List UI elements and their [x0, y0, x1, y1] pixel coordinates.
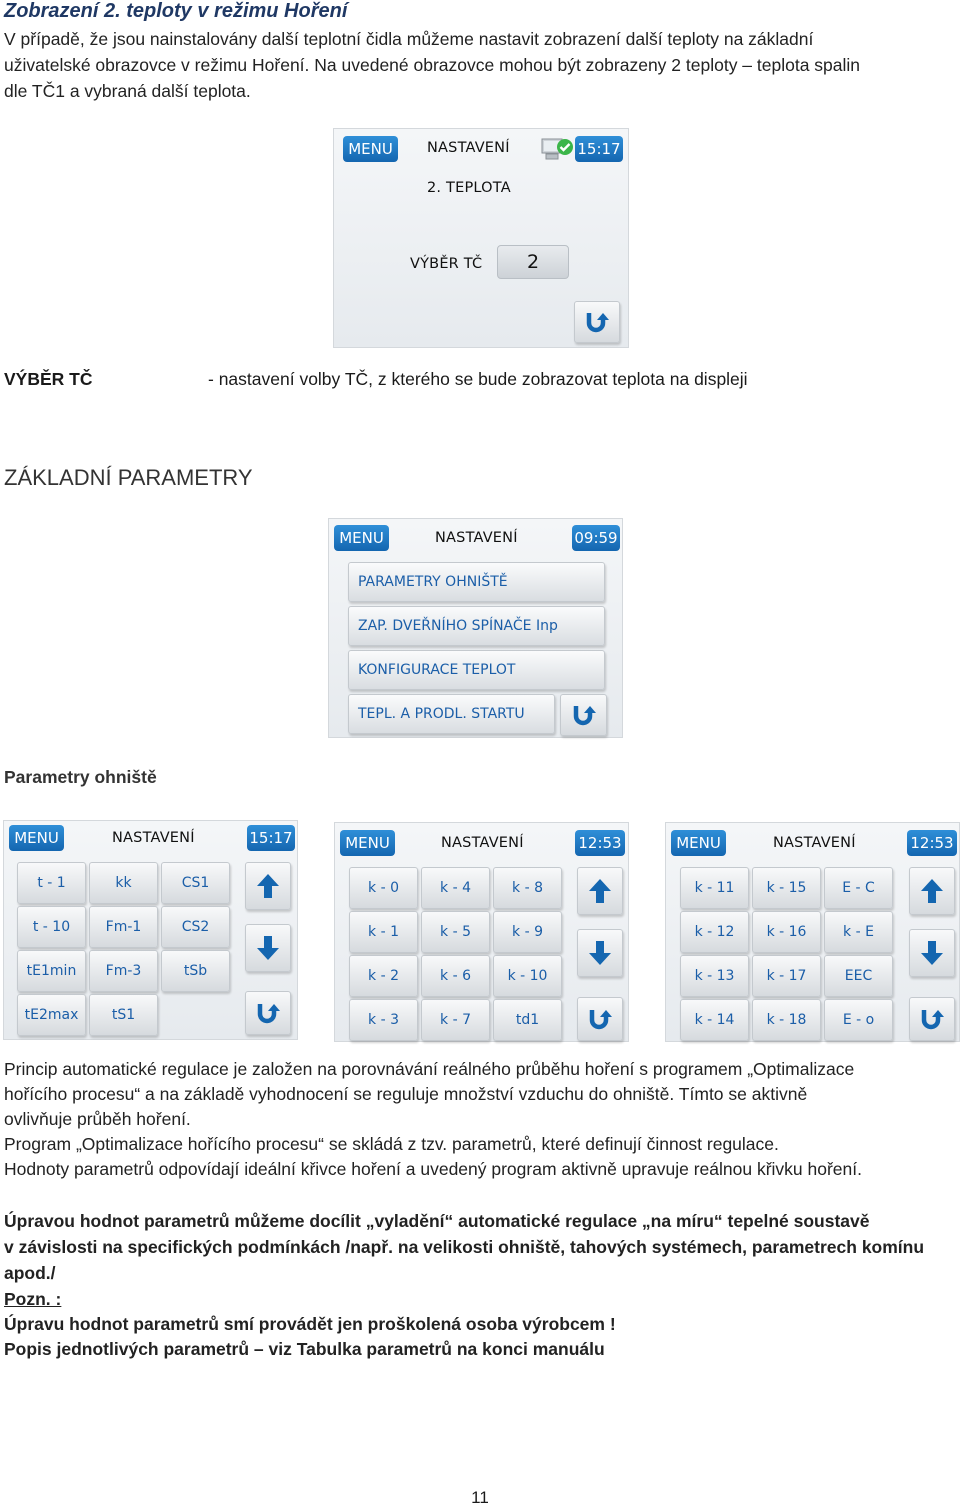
param-key[interactable]: Fm-1: [89, 906, 158, 948]
param-key[interactable]: k - 3: [349, 999, 418, 1041]
note-line-1: Úpravu hodnot parametrů smí provádět jen proškolená osoba výrobcem !: [4, 1314, 616, 1334]
param-key[interactable]: E - o: [824, 999, 893, 1041]
param-key[interactable]: k - 2: [349, 955, 418, 997]
screen-parameters-3: [665, 822, 960, 1042]
param-key[interactable]: k - 15: [752, 867, 821, 909]
param-key[interactable]: tE1min: [17, 950, 86, 992]
param-key[interactable]: k - 18: [752, 999, 821, 1041]
param-name: VÝBĚR TČ: [4, 369, 93, 389]
param-key[interactable]: k - 14: [680, 999, 749, 1041]
screen-subtitle: 2. TEPLOTA: [427, 180, 511, 196]
menu-button[interactable]: MENU: [671, 830, 726, 856]
param-key[interactable]: CS2: [161, 906, 230, 948]
param-key[interactable]: td1: [493, 999, 562, 1041]
screen-title: NASTAVENÍ: [441, 835, 524, 851]
param-key[interactable]: k - 17: [752, 955, 821, 997]
param-key[interactable]: k - E: [824, 911, 893, 953]
param-key[interactable]: CS1: [161, 862, 230, 904]
param-key[interactable]: t - 1: [17, 862, 86, 904]
return-icon: [588, 1006, 612, 1032]
return-icon: [920, 1006, 944, 1032]
section-title: ZÁKLADNÍ PARAMETRY: [4, 465, 253, 490]
body-line-2: hořícího procesu“ a na základě vyhodnocení se reguluje množství vzduchu do ohniště. Tímto se aktivně: [4, 1084, 808, 1104]
clock-display: 15:17: [247, 825, 295, 851]
param-key[interactable]: k - 12: [680, 911, 749, 953]
clock-display: 15:17: [575, 136, 623, 162]
page-heading: Zobrazení 2. teploty v režimu Hoření: [4, 0, 348, 22]
bold-line-2: v závislosti na specifických podmínkách /např. na velikosti ohniště, tahových systémech, parametrech komínu: [4, 1237, 925, 1257]
intro-line-1: V případě, že jsou nainstalovány další teplotní čidla můžeme nastavit zobrazení další teploty na základní: [4, 29, 814, 49]
arrow-down-icon: [588, 939, 612, 967]
arrow-up-icon: [588, 877, 612, 905]
screen-parameters-2: [334, 822, 629, 1042]
return-button[interactable]: [577, 997, 623, 1041]
screen-settings-menu: [328, 518, 623, 738]
param-key[interactable]: E - C: [824, 867, 893, 909]
scroll-up-button[interactable]: [577, 867, 623, 915]
scroll-up-button[interactable]: [245, 862, 291, 910]
screen-second-temperature: [333, 128, 629, 348]
screen-title: NASTAVENÍ: [427, 140, 510, 156]
scroll-up-button[interactable]: [909, 867, 955, 915]
clock-display: 12:53: [575, 830, 625, 856]
arrow-down-icon: [920, 939, 944, 967]
intro-line-3: dle TČ1 a vybraná další teplota.: [4, 81, 251, 101]
body-line-5: Hodnoty parametrů odpovídají ideální křivce hoření a uvedený program aktivně upravuje reálnou křivku hoření.: [4, 1159, 862, 1179]
menu-button[interactable]: MENU: [334, 525, 389, 551]
pc-check-icon: [540, 135, 576, 167]
field-label: VÝBĚR TČ: [410, 256, 483, 272]
param-key[interactable]: k - 5: [421, 911, 490, 953]
note-line-2: Popis jednotlivých parametrů – viz Tabulka parametrů na konci manuálu: [4, 1339, 605, 1359]
param-key[interactable]: k - 7: [421, 999, 490, 1041]
param-key[interactable]: k - 8: [493, 867, 562, 909]
screen-title: NASTAVENÍ: [435, 530, 518, 546]
screen-title: NASTAVENÍ: [112, 830, 195, 846]
return-icon: [256, 1000, 280, 1026]
menu-button[interactable]: MENU: [340, 830, 395, 856]
arrow-up-icon: [256, 872, 280, 900]
scroll-down-button[interactable]: [909, 929, 955, 977]
return-button[interactable]: [909, 997, 955, 1041]
param-key[interactable]: k - 0: [349, 867, 418, 909]
param-key[interactable]: EEC: [824, 955, 893, 997]
param-key[interactable]: k - 9: [493, 911, 562, 953]
bold-line-1: Úpravou hodnot parametrů můžeme docílit „vyladění“ automatické regulace „na míru“ tepelné soustavě: [4, 1211, 870, 1231]
return-button[interactable]: [560, 694, 607, 736]
arrow-up-icon: [920, 877, 944, 905]
menu-button[interactable]: MENU: [343, 136, 398, 162]
param-key[interactable]: k - 13: [680, 955, 749, 997]
menu-button[interactable]: MENU: [9, 825, 64, 851]
menu-item-konfigurace-teplot[interactable]: KONFIGURACE TEPLOT: [348, 650, 605, 690]
menu-item-parametry-ohniste[interactable]: PARAMETRY OHNIŠTĚ: [348, 562, 605, 602]
body-line-3: ovlivňuje průběh hoření.: [4, 1109, 191, 1129]
param-key[interactable]: tS1: [89, 994, 158, 1036]
screen-title: NASTAVENÍ: [773, 835, 856, 851]
subsection-title: Parametry ohniště: [4, 767, 157, 787]
param-description: - nastavení volby TČ, z kterého se bude zobrazovat teplota na displeji: [208, 369, 748, 389]
param-key[interactable]: k - 16: [752, 911, 821, 953]
param-key[interactable]: k - 10: [493, 955, 562, 997]
param-key[interactable]: k - 11: [680, 867, 749, 909]
return-icon: [585, 309, 609, 335]
return-icon: [572, 702, 596, 728]
sensor-select-field[interactable]: 2: [497, 245, 569, 279]
param-key[interactable]: k - 1: [349, 911, 418, 953]
param-key[interactable]: t - 10: [17, 906, 86, 948]
return-button[interactable]: [574, 301, 620, 343]
param-key[interactable]: Fm-3: [89, 950, 158, 992]
return-button[interactable]: [245, 991, 291, 1035]
arrow-down-icon: [256, 934, 280, 962]
clock-display: 09:59: [572, 525, 620, 551]
param-key[interactable]: kk: [89, 862, 158, 904]
intro-line-2: uživatelské obrazovce v režimu Hoření. Na uvedené obrazovce mohou být zobrazeny 2 teploty – teplota spalin: [4, 55, 861, 75]
param-key[interactable]: tE2max: [17, 994, 86, 1036]
page-number: 11: [471, 1488, 489, 1507]
body-line-4: Program „Optimalizace hořícího procesu“ se skládá z tzv. parametrů, které definují činnost regulace.: [4, 1134, 779, 1154]
menu-item-tepl-prodl-startu[interactable]: TEPL. A PRODL. STARTU: [348, 694, 555, 734]
param-key[interactable]: k - 4: [421, 867, 490, 909]
scroll-down-button[interactable]: [245, 924, 291, 972]
bold-line-3: apod./: [4, 1263, 56, 1283]
param-key[interactable]: tSb: [161, 950, 230, 992]
param-key[interactable]: k - 6: [421, 955, 490, 997]
scroll-down-button[interactable]: [577, 929, 623, 977]
screen-parameters-1: [3, 820, 298, 1040]
menu-item-dverni-spinac[interactable]: ZAP. DVEŘNÍHO SPÍNAČE Inp: [348, 606, 605, 646]
clock-display: 12:53: [907, 830, 957, 856]
note-label: Pozn. :: [4, 1289, 62, 1309]
body-line-1: Princip automatické regulace je založen na porovnávání reálného průběhu hoření s programem „Optimalizace: [4, 1059, 855, 1079]
